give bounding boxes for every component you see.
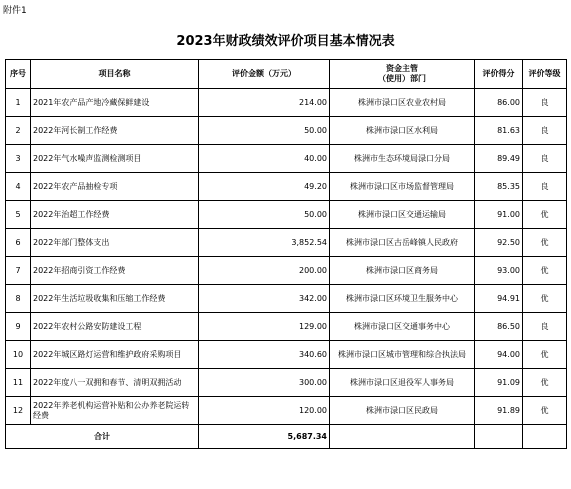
cell-name: 2022年招商引资工作经费 (31, 257, 199, 285)
cell-no: 9 (6, 313, 31, 341)
cell-name: 2022年气水噪声监测检测项目 (31, 145, 199, 173)
cell-score: 94.00 (475, 341, 523, 369)
cell-grade: 优 (523, 201, 567, 229)
table-row (6, 341, 567, 369)
cell-score: 86.00 (475, 89, 523, 117)
cell-name: 2022年河长制工作经费 (31, 117, 199, 145)
cell-amount: 340.60 (199, 341, 330, 369)
cell-score: 91.09 (475, 369, 523, 397)
cell-grade: 优 (523, 397, 567, 425)
header-name: 项目名称 (31, 60, 199, 89)
cell-amount: 120.00 (199, 397, 330, 425)
table-row (6, 117, 567, 145)
table-row (6, 173, 567, 201)
total-row (6, 425, 567, 449)
cell-name: 2022年城区路灯运营和维护政府采购项目 (31, 341, 199, 369)
cell-grade: 良 (523, 117, 567, 145)
cell-dept: 株洲市渌口区商务局 (330, 257, 475, 285)
cell-grade: 良 (523, 89, 567, 117)
cell-no: 3 (6, 145, 31, 173)
cell-score: 91.00 (475, 201, 523, 229)
header-no: 序号 (6, 60, 31, 89)
cell-dept: 株洲市渌口区农业农村局 (330, 89, 475, 117)
cell-score: 91.89 (475, 397, 523, 425)
cell-amount: 50.00 (199, 201, 330, 229)
cell-amount: 50.00 (199, 117, 330, 145)
cell-score: 86.50 (475, 313, 523, 341)
table-row (6, 397, 567, 425)
cell-score: 92.50 (475, 229, 523, 257)
total-empty-grade (523, 425, 567, 449)
table-row (6, 313, 567, 341)
cell-grade: 良 (523, 145, 567, 173)
cell-dept: 株洲市渌口区交通运输局 (330, 201, 475, 229)
cell-amount: 200.00 (199, 257, 330, 285)
cell-no: 2 (6, 117, 31, 145)
total-label: 合计 (6, 425, 199, 449)
cell-name: 2022年度八一双拥和春节、清明双拥活动 (31, 369, 199, 397)
cell-no: 6 (6, 229, 31, 257)
header-dept (330, 60, 475, 89)
cell-name: 2022年农村公路安防建设工程 (31, 313, 199, 341)
cell-grade: 优 (523, 285, 567, 313)
attachment-label: 附件1 (3, 6, 27, 16)
table-row (6, 201, 567, 229)
table-row (6, 89, 567, 117)
cell-name: 2022年养老机构运营补贴和公办养老院运转经费 (31, 397, 199, 425)
cell-dept: 株洲市渌口区环境卫生服务中心 (330, 285, 475, 313)
table-row (6, 145, 567, 173)
header-dept-line2: （使用）部门 (378, 74, 426, 83)
cell-no: 12 (6, 397, 31, 425)
cell-grade: 良 (523, 313, 567, 341)
table-row (6, 257, 567, 285)
cell-name: 2022年部门整体支出 (31, 229, 199, 257)
cell-dept: 株洲市生态环境局渌口分局 (330, 145, 475, 173)
cell-amount: 300.00 (199, 369, 330, 397)
cell-dept: 株洲市渌口区交通事务中心 (330, 313, 475, 341)
header-score: 评价得分 (475, 60, 523, 89)
cell-score: 93.00 (475, 257, 523, 285)
cell-dept: 株洲市渌口区市场监督管理局 (330, 173, 475, 201)
cell-grade: 优 (523, 257, 567, 285)
cell-dept: 株洲市渌口区古岳峰镇人民政府 (330, 229, 475, 257)
total-empty-dept (330, 425, 475, 449)
cell-grade: 优 (523, 369, 567, 397)
cell-amount: 129.00 (199, 313, 330, 341)
header-amount: 评价金额（万元） (199, 60, 330, 89)
cell-dept: 株洲市渌口区水利局 (330, 117, 475, 145)
cell-no: 8 (6, 285, 31, 313)
cell-no: 10 (6, 341, 31, 369)
cell-score: 89.49 (475, 145, 523, 173)
cell-no: 4 (6, 173, 31, 201)
cell-grade: 优 (523, 341, 567, 369)
cell-no: 7 (6, 257, 31, 285)
cell-no: 11 (6, 369, 31, 397)
cell-amount: 3,852.54 (199, 229, 330, 257)
total-amount: 5,687.34 (199, 425, 330, 449)
cell-grade: 良 (523, 173, 567, 201)
cell-amount: 40.00 (199, 145, 330, 173)
total-empty-score (475, 425, 523, 449)
cell-name: 2022年农产品抽检专项 (31, 173, 199, 201)
cell-amount: 342.00 (199, 285, 330, 313)
cell-dept: 株洲市渌口区退役军人事务局 (330, 369, 475, 397)
cell-no: 5 (6, 201, 31, 229)
cell-score: 81.63 (475, 117, 523, 145)
table-row (6, 369, 567, 397)
cell-grade: 优 (523, 229, 567, 257)
cell-dept: 株洲市渌口区城市管理和综合执法局 (330, 341, 475, 369)
header-grade: 评价等级 (523, 60, 567, 89)
cell-name: 2022年生活垃圾收集和压缩工作经费 (31, 285, 199, 313)
cell-dept: 株洲市渌口区民政局 (330, 397, 475, 425)
table-row (6, 229, 567, 257)
cell-score: 85.35 (475, 173, 523, 201)
header-dept-line1: 资金主管 (386, 64, 418, 73)
table-title: 2023年财政绩效评价项目基本情况表 (176, 34, 395, 49)
cell-score: 94.91 (475, 285, 523, 313)
evaluation-table (5, 59, 567, 449)
table-row (6, 285, 567, 313)
header-row (6, 60, 567, 89)
cell-amount: 49.20 (199, 173, 330, 201)
cell-name: 2021年农产品产地冷藏保鲜建设 (31, 89, 199, 117)
cell-name: 2022年治超工作经费 (31, 201, 199, 229)
cell-no: 1 (6, 89, 31, 117)
cell-amount: 214.00 (199, 89, 330, 117)
